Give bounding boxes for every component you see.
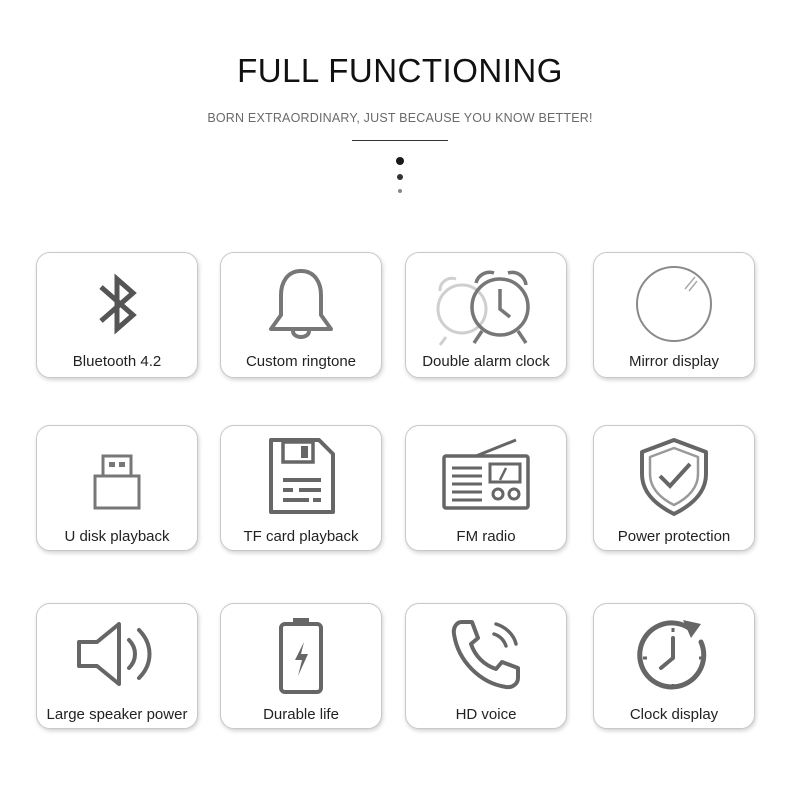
feature-label: FM radio xyxy=(456,528,516,545)
feature-label: Power protection xyxy=(617,528,731,545)
bluetooth-icon xyxy=(87,265,147,345)
feature-label: Mirror display xyxy=(628,353,719,370)
feature-card-hdvoice xyxy=(405,603,567,729)
battery-icon xyxy=(271,614,331,696)
phone-call-icon xyxy=(444,612,528,696)
feature-card-durable xyxy=(220,603,382,729)
feature-label: U disk playback xyxy=(64,528,170,545)
feature-card-bluetooth xyxy=(36,252,198,378)
feature-card-speaker xyxy=(36,603,198,729)
bell-icon xyxy=(261,263,341,343)
shield-check-icon xyxy=(634,434,714,518)
decorative-dot xyxy=(398,189,402,193)
feature-card-clock xyxy=(593,603,755,729)
feature-card-ringtone xyxy=(220,252,382,378)
feature-label: Bluetooth 4.2 xyxy=(72,353,162,370)
alarm-clock-icon xyxy=(426,261,546,351)
feature-label: Clock display xyxy=(629,706,719,723)
feature-label: Double alarm clock xyxy=(422,353,550,370)
feature-card-udisk xyxy=(36,425,198,551)
feature-card-power xyxy=(593,425,755,551)
decorative-dot xyxy=(397,174,403,180)
feature-card-fmradio xyxy=(405,425,567,551)
feature-card-tfcard xyxy=(220,425,382,551)
page-title: FULL FUNCTIONING xyxy=(237,52,563,89)
feature-label: TF card playback xyxy=(243,528,359,545)
feature-card-alarm xyxy=(405,252,567,378)
radio-icon xyxy=(436,434,536,514)
page-subtitle: BORN EXTRAORDINARY, JUST BECAUSE YOU KNOW BETTER! xyxy=(207,111,593,125)
feature-label: Large speaker power xyxy=(46,706,188,723)
feature-label: HD voice xyxy=(455,706,517,723)
feature-label: Custom ringtone xyxy=(245,353,357,370)
clock-icon xyxy=(631,612,717,698)
decorative-dot xyxy=(396,157,404,165)
mirror-icon xyxy=(631,261,717,347)
feature-card-mirror xyxy=(593,252,755,378)
feature-label: Durable life xyxy=(263,706,339,723)
speaker-icon xyxy=(69,612,165,696)
title-divider xyxy=(352,140,448,141)
floppy-disk-icon xyxy=(261,434,341,518)
usb-drive-icon xyxy=(87,450,147,516)
